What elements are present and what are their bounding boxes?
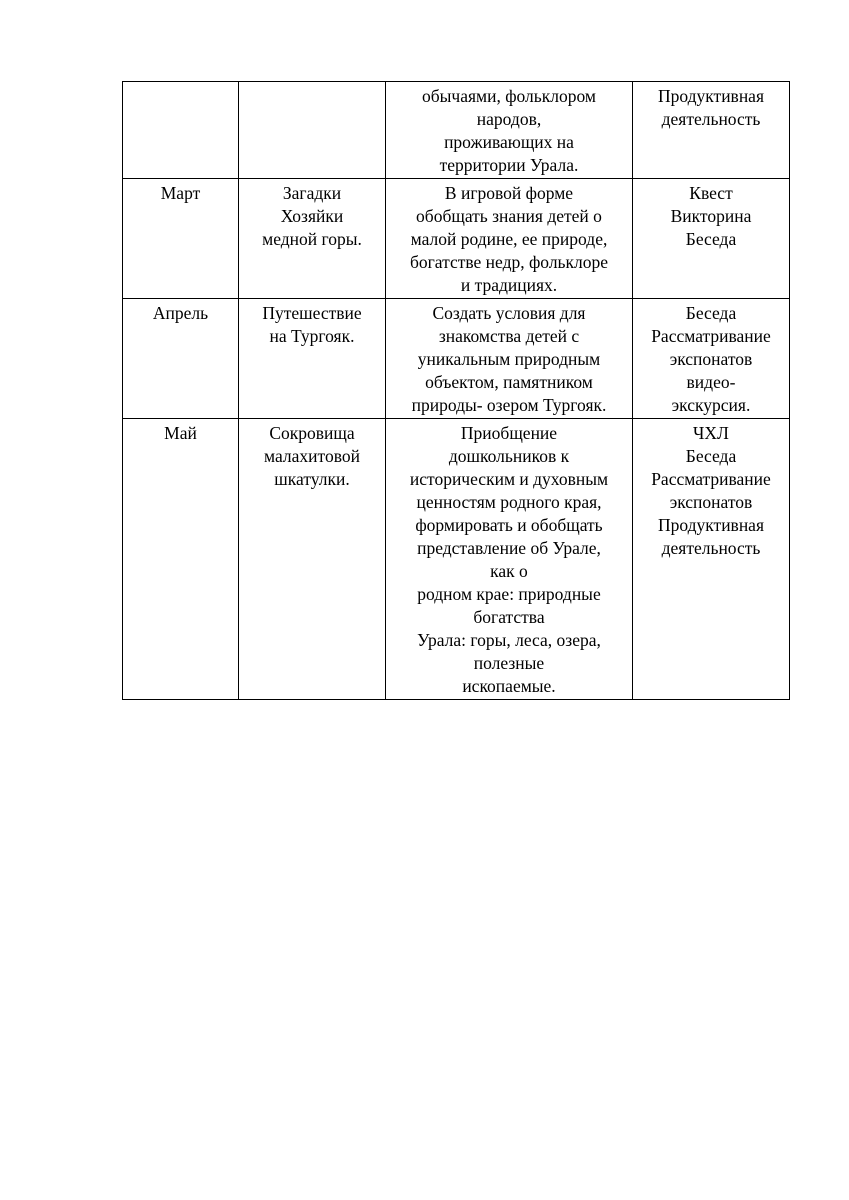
topic-cell xyxy=(239,82,386,179)
goal-line: родном крае: природные xyxy=(417,584,601,604)
goal-cell xyxy=(386,299,633,419)
topic-line: малахитовой xyxy=(264,446,360,466)
topic-line: Загадки xyxy=(282,183,342,203)
month-cell xyxy=(123,299,239,419)
month-label: Апрель xyxy=(152,303,209,323)
forms-line: Рассматривание xyxy=(651,469,771,489)
topic-line: шкатулки. xyxy=(274,469,350,489)
goal-line: обобщать знания детей о xyxy=(416,206,602,226)
forms-cell xyxy=(633,419,790,700)
table-row xyxy=(123,299,790,419)
goal-line: В игровой форме xyxy=(444,183,574,203)
topic-cell xyxy=(239,419,386,700)
goal-line: представление об Урале, xyxy=(417,538,601,558)
goal-line: ископаемые. xyxy=(462,676,556,696)
goal-line: малой родине, ее природе, xyxy=(410,229,608,249)
goal-line: объектом, памятником xyxy=(425,372,593,392)
activity-plan-table xyxy=(122,81,790,700)
forms-line: экскурсия. xyxy=(671,395,751,415)
month-cell xyxy=(123,419,239,700)
month-label: Май xyxy=(164,423,197,443)
goal-line: знакомства детей с xyxy=(438,326,580,346)
goal-line: дошкольников к xyxy=(448,446,570,466)
topic-line: Сокровища xyxy=(269,423,355,443)
forms-line: Квест xyxy=(689,183,733,203)
forms-cell xyxy=(633,179,790,299)
goal-cell xyxy=(386,82,633,179)
goal-line: и традициях. xyxy=(460,275,558,295)
forms-line: деятельность xyxy=(661,109,761,129)
goal-line: Урала: горы, леса, озера, xyxy=(417,630,601,650)
forms-line: экспонатов xyxy=(669,492,753,512)
table-row xyxy=(123,179,790,299)
forms-line: экспонатов xyxy=(669,349,753,369)
goal-line: обычаями, фольклором xyxy=(421,86,597,106)
forms-line: Рассматривание xyxy=(651,326,771,346)
topic-cell xyxy=(239,179,386,299)
goal-cell xyxy=(386,179,633,299)
forms-cell xyxy=(633,299,790,419)
forms-line: ЧХЛ xyxy=(693,423,729,443)
forms-cell xyxy=(633,82,790,179)
forms-line: Беседа xyxy=(685,303,737,323)
table-row xyxy=(123,82,790,179)
topic-line: на Тургояк. xyxy=(269,326,355,346)
goal-line: ценностям родного края, xyxy=(416,492,602,512)
goal-line: историческим и духовным xyxy=(409,469,609,489)
goal-line: территории Урала. xyxy=(439,155,579,175)
topic-cell xyxy=(239,299,386,419)
goal-line: формировать и обобщать xyxy=(415,515,603,535)
goal-line: богатства xyxy=(473,607,545,627)
goal-line: уникальным природным xyxy=(417,349,601,369)
goal-line: народов, xyxy=(476,109,542,129)
table-row xyxy=(123,419,790,700)
forms-line: Продуктивная xyxy=(657,515,765,535)
forms-line: Продуктивная xyxy=(657,86,765,106)
forms-line: деятельность xyxy=(661,538,761,558)
goal-line: природы- озером Тургояк. xyxy=(411,395,607,415)
month-label: Март xyxy=(160,183,201,203)
forms-line: видео- xyxy=(686,372,736,392)
month-cell xyxy=(123,82,239,179)
goal-line: Приобщение xyxy=(460,423,558,443)
topic-line: Хозяйки xyxy=(280,206,344,226)
topic-line: Путешествие xyxy=(262,303,362,323)
goal-cell xyxy=(386,419,633,700)
forms-line: Беседа xyxy=(685,446,737,466)
topic-line: медной горы. xyxy=(262,229,362,249)
month-cell xyxy=(123,179,239,299)
goal-line: проживающих на xyxy=(444,132,574,152)
forms-line: Беседа xyxy=(685,229,737,249)
goal-line: как о xyxy=(490,561,528,581)
goal-line: богатстве недр, фольклоре xyxy=(409,252,609,272)
forms-line: Викторина xyxy=(670,206,752,226)
goal-line: Создать условия для xyxy=(432,303,586,323)
goal-line: полезные xyxy=(473,653,545,673)
